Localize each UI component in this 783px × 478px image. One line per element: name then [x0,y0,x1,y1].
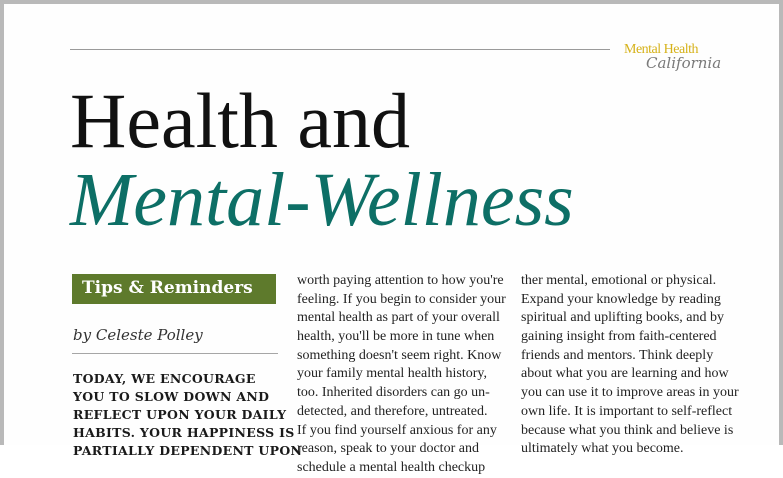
intro-paragraph [73,370,303,460]
byline: by Celeste Polley [73,326,203,344]
body-column-right [521,272,739,459]
body-line: friends and mentors. Think deeply [521,347,714,363]
body-column-middle [297,272,505,478]
body-line: about what you are learning and how [521,366,729,382]
byline-rule [72,353,278,354]
intro-line: TODAY, WE ENCOURAGE [73,371,256,386]
article-title-line-2: Mental-Wellness [70,158,574,242]
body-line: too. Inherited disorders can go un- [297,385,490,401]
body-line: health, you'll be more in tune when [297,329,495,345]
body-line: reason, speak to your doctor and [297,441,479,457]
magazine-logo [624,42,734,82]
body-line: If you find yourself anxious for any [297,422,497,438]
section-label: Tips & Reminders [82,278,253,298]
body-line: ultimately what you become. [521,441,684,457]
logo-line-2: California [646,54,722,72]
body-line: spiritual and uplifting books, and by [521,310,724,326]
body-line: worth paying attention to how you're [297,273,504,288]
body-line: Expand your knowledge by reading [521,291,721,307]
article-title-line-1: Health and [70,77,411,164]
body-line: own life. It is important to self-reflect [521,403,733,419]
body-line: detected, and therefore, untreated. [297,403,488,419]
body-line: you can use it to improve areas in your [521,385,739,401]
body-line: because what you think and believe is [521,422,734,438]
intro-line: HABITS. YOUR HAPPINESS IS [73,425,295,440]
intro-line: REFLECT UPON YOUR DAILY [73,407,287,422]
header-rule [70,49,610,50]
body-line: your family mental health history, [297,366,487,382]
body-line: gaining insight from faith-centered [521,329,717,345]
body-line: mental health as part of your overall [297,310,500,326]
body-line: something doesn't seem right. Know [297,347,502,363]
body-line: feeling. If you begin to consider your [297,291,506,307]
intro-line: PARTIALLY DEPENDENT UPON [73,443,303,458]
logo-line-1: Mental Health [624,42,698,57]
section-label-box [72,274,276,304]
intro-line: YOU TO SLOW DOWN AND [73,389,270,404]
body-line: ther mental, emotional or physical. [521,273,717,288]
body-line: schedule a mental health checkup [297,459,486,475]
